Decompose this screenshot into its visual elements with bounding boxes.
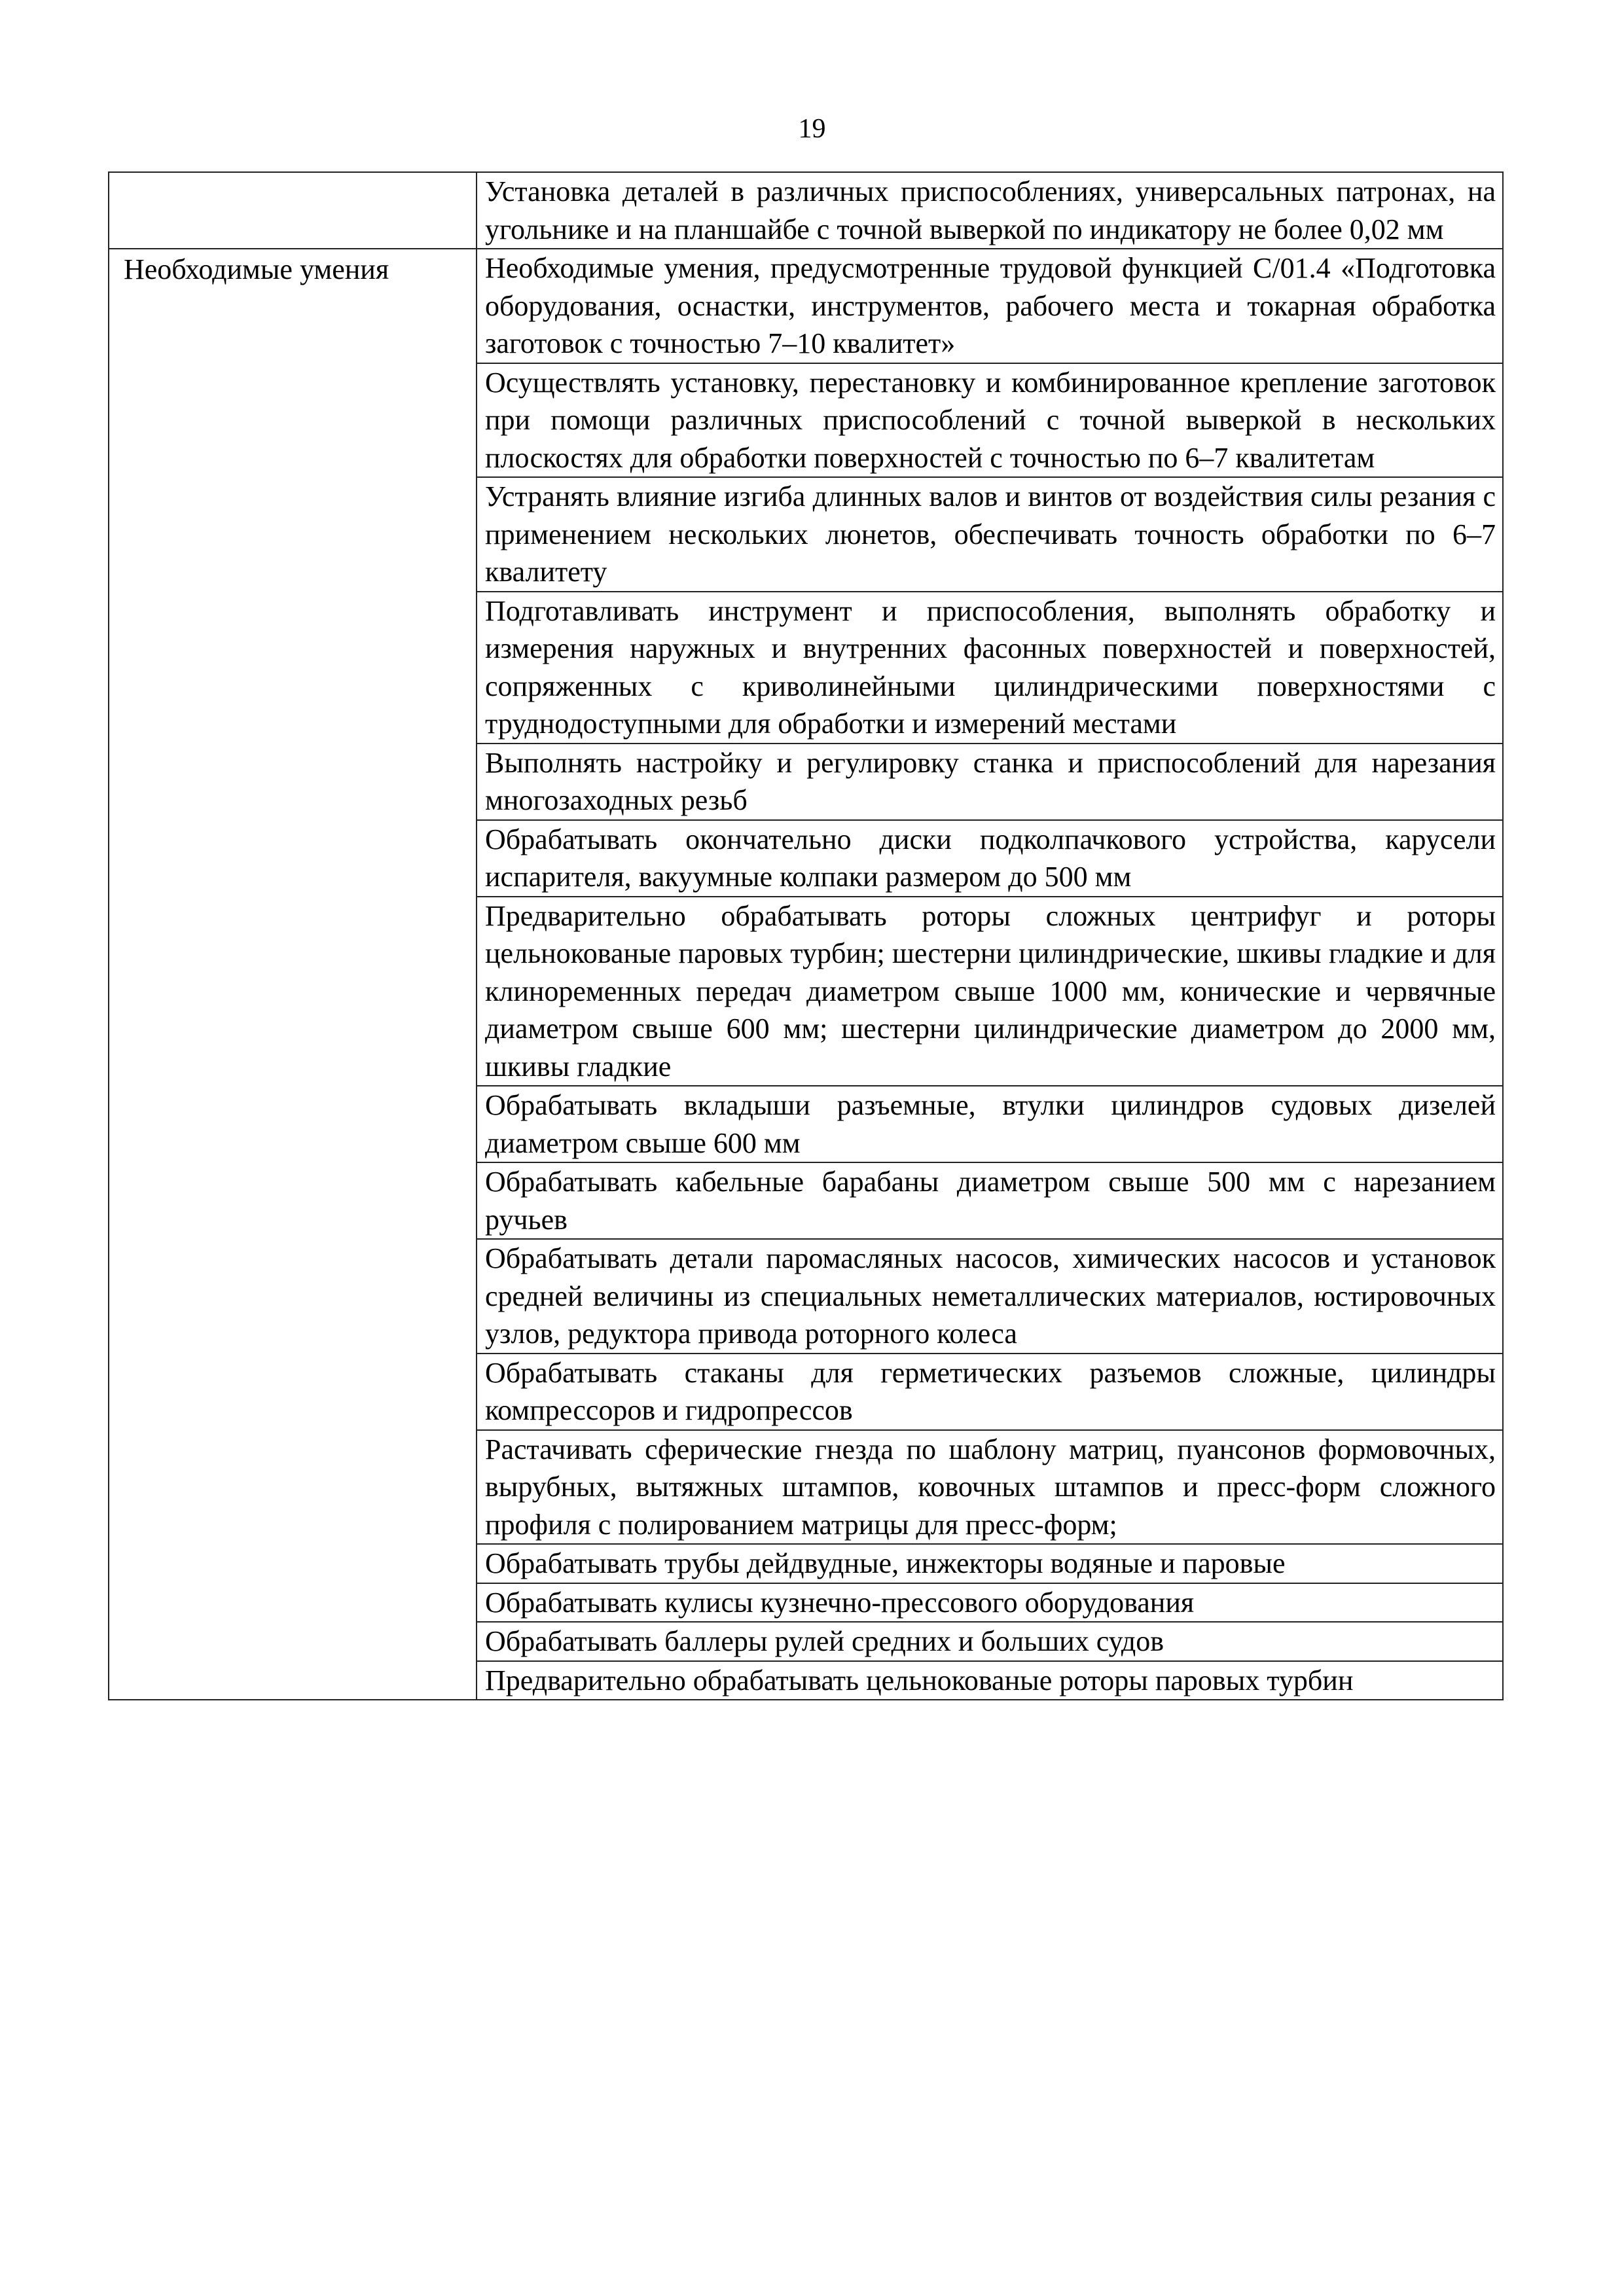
table-row [109,172,1503,249]
table-cell [477,1583,1503,1623]
row-label-empty [109,172,477,249]
cell-text: Обрабатывать баллеры рулей средних и больших судов [485,1625,1164,1657]
cell-text: Обрабатывать стаканы для герметических разъемов сложные, цилиндры компрессоров и гидропрессов [485,1356,1496,1426]
cell-text: Устранять влияние изгиба длинных валов и винтов от воздействия силы резания с применением нескольких люнетов, обеспечивать точность обработки по 6–7 квалитету [485,480,1496,588]
table-cell [477,1622,1503,1661]
table-row [109,249,1503,363]
page-number: 19 [798,114,826,144]
table-cell [477,1086,1503,1162]
cell-text: Обрабатывать детали паромасляных насосов, химических насосов и установок средней величины из специальных неметаллических материалов, юстировочных узлов, редуктора привода роторного колеса [485,1242,1496,1350]
table-cell [477,363,1503,478]
table-cell [477,744,1503,820]
table-cell [477,1162,1503,1239]
cell-text: Установка деталей в различных приспособлениях, универсальных патронах, на угольнике и на планшайбе с точной выверкой по индикатору не более 0,02 мм [485,175,1496,245]
table-cell [477,820,1503,897]
table-cell [477,249,1503,363]
cell-text: Обрабатывать вкладыши разъемные, втулки цилиндров судовых дизелей диаметром свыше 600 мм [485,1089,1496,1159]
skills-table [108,171,1504,1700]
cell-text: Предварительно обрабатывать цельнокованые роторы паровых турбин [485,1664,1354,1696]
table-cell [477,1239,1503,1354]
table-cell [477,477,1503,592]
table-cell [477,592,1503,744]
table-cell [477,1661,1503,1700]
table-cell [477,897,1503,1086]
cell-text: Растачивать сферические гнезда по шаблону матриц, пуансонов формовочных, вырубных, вытяжных штампов, ковочных штампов и пресс-форм сложного профиля с полированием матрицы для пресс-форм; [485,1433,1496,1541]
cell-text: Подготавливать инструмент и приспособления, выполнять обработку и измерения наружных и внутренних фасонных поверхностей и поверхностей, сопряженных с криволинейными цилиндрическими поверхностями с труднодоступными для обработки и измерений местами [485,594,1496,740]
cell-text: Обрабатывать трубы дейдвудные, инжекторы водяные и паровые [485,1547,1286,1579]
cell-text: Осуществлять установку, перестановку и комбинированное крепление заготовок при помощи различных приспособлений с точной выверкой в нескольких плоскостях для обработки поверхностей с точностью по 6–7 квалитетам [485,366,1496,474]
table-cell [477,1430,1503,1545]
cell-text: Предварительно обрабатывать роторы сложных центрифуг и роторы цельнокованые паровых турбин; шестерни цилиндрические, шкивы гладкие и для клиноременных передач диаметром свыше 1000 мм, конические и червячные диаметром свыше 600 мм; шестерни цилиндрические диаметром до 2000 мм, шкивы гладкие [485,899,1496,1083]
cell-text: Необходимые умения, предусмотренные трудовой функцией С/01.4 «Подготовка оборудования, оснастки, инструментов, рабочего места и токарная обработка заготовок с точностью 7–10 квалитет» [485,252,1496,359]
table-cell [477,172,1503,249]
cell-text: Выполнять настройку и регулировку станка и приспособлений для нарезания многозаходных резьб [485,746,1496,816]
table-cell [477,1544,1503,1583]
section-label: Необходимые умения [109,249,477,1700]
cell-text: Обрабатывать кабельные барабаны диаметром свыше 500 мм с нарезанием ручьев [485,1166,1496,1236]
cell-text: Обрабатывать кулисы кузнечно-прессового оборудования [485,1586,1195,1619]
table-cell [477,1354,1503,1430]
cell-text: Обрабатывать окончательно диски подколпачкового устройства, карусели испарителя, вакуумные колпаки размером до 500 мм [485,823,1496,893]
